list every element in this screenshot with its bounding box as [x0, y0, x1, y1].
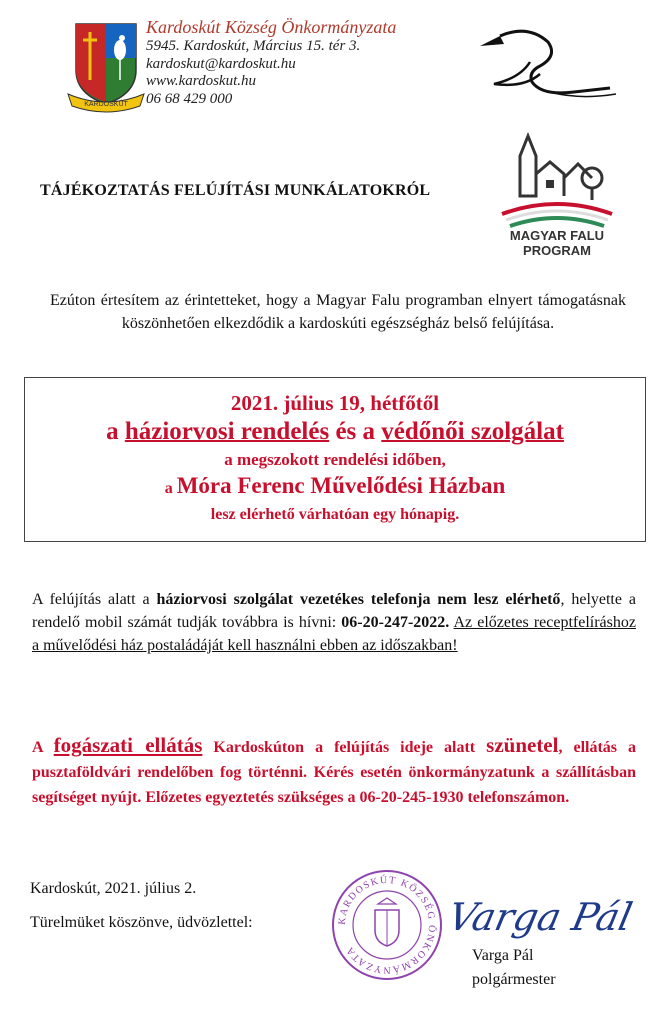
- program-logo-line1: MAGYAR FALU: [509, 228, 605, 243]
- para-text: Kardoskúton a felújítás ideje alatt: [202, 739, 487, 756]
- greeting: Türelmüket köszönve, üdvözlettel:: [30, 914, 253, 931]
- notice-hours-line: a megszokott rendelési időben,: [224, 450, 446, 469]
- para-text: , ellátás a pusztaföldvári rendelőben fog történni. Kérés esetén önkormányzatunk a szállításban segítséget nyújt. Előzetes egyeztetés szükséges a 06-20-245-1930 telefonszámon.: [32, 739, 637, 806]
- org-email: kardoskut@kardoskut.hu: [146, 55, 296, 72]
- notice-service-nurse: védőnői szolgálat: [381, 418, 564, 445]
- signature-text: Varga Pál: [444, 895, 636, 940]
- org-address: 5945. Kardoskút, Március 15. tér 3.: [146, 38, 361, 54]
- org-phone: 06 68 429 000: [146, 90, 233, 107]
- notice-service-gp: háziorvosi rendelés: [124, 418, 330, 445]
- program-logo-line2: PROGRAM: [523, 243, 591, 258]
- document-title: TÁJÉKOZTATÁS FELÚJÍTÁSI MUNKÁLATOKRÓL: [40, 182, 431, 199]
- para-text: A: [32, 739, 54, 756]
- notice-duration-line: lesz elérhető várhatóan egy hónapig.: [210, 506, 460, 523]
- dental-info-paragraph: [32, 733, 636, 810]
- signer-title: polgármester: [472, 971, 556, 988]
- notice-text: a: [106, 418, 125, 445]
- mobile-number: 06-20-247-2022.: [341, 614, 450, 631]
- notice-location-line: [25, 472, 645, 503]
- para-text: A felújítás alatt a: [32, 591, 157, 608]
- stamp-text: KARDOSKÚT KÖZSÉG ÖNKORMÁNYZATA: [336, 874, 438, 976]
- phone-info-paragraph: [32, 588, 636, 657]
- notice-text: a: [164, 480, 177, 497]
- dental-suspended: szünetel: [486, 733, 559, 757]
- prescription-note: Az előzetes receptfelíráshoz a művelődési ház postaládáját kell használni ebben az időszakban!: [32, 614, 636, 654]
- letterhead: [146, 16, 396, 108]
- letter-date: Kardoskút, 2021. július 2.: [30, 880, 197, 897]
- org-name: Kardoskút Község Önkormányzata: [146, 17, 397, 37]
- notice-date-line: 2021. július 19, hétfőtől: [230, 391, 440, 415]
- notice-services-line: [25, 416, 645, 448]
- dental-service: fogászati ellátás: [53, 733, 203, 757]
- notice-text: és a: [329, 418, 382, 445]
- notice-box: [24, 377, 646, 542]
- signer-block: [472, 944, 556, 992]
- signer-name: Varga Pál: [472, 947, 534, 964]
- program-logo-text: [492, 228, 622, 258]
- para-text: , helyette a rendelő mobil számát tudják továbbra is hívni:: [32, 591, 636, 631]
- municipal-crest-logo: [68, 18, 144, 112]
- org-website: www.kardoskut.hu: [146, 73, 257, 89]
- intro-paragraph: Ezúton értesítem az érintetteket, hogy a Magyar Falu programban elnyert támogatásnak köszönhetően elkezdődik a kardoskúti egészségház belső felújítása.: [50, 292, 626, 332]
- stork-drawing: [470, 22, 620, 102]
- crest-banner-text: KARDOSKÚT: [84, 101, 128, 108]
- para-bold: háziorvosi szolgálat vezetékes telefonja nem lesz elérhető: [156, 591, 561, 608]
- notice-location: Móra Ferenc Művelődési Házban: [176, 473, 506, 498]
- official-stamp: [330, 868, 444, 982]
